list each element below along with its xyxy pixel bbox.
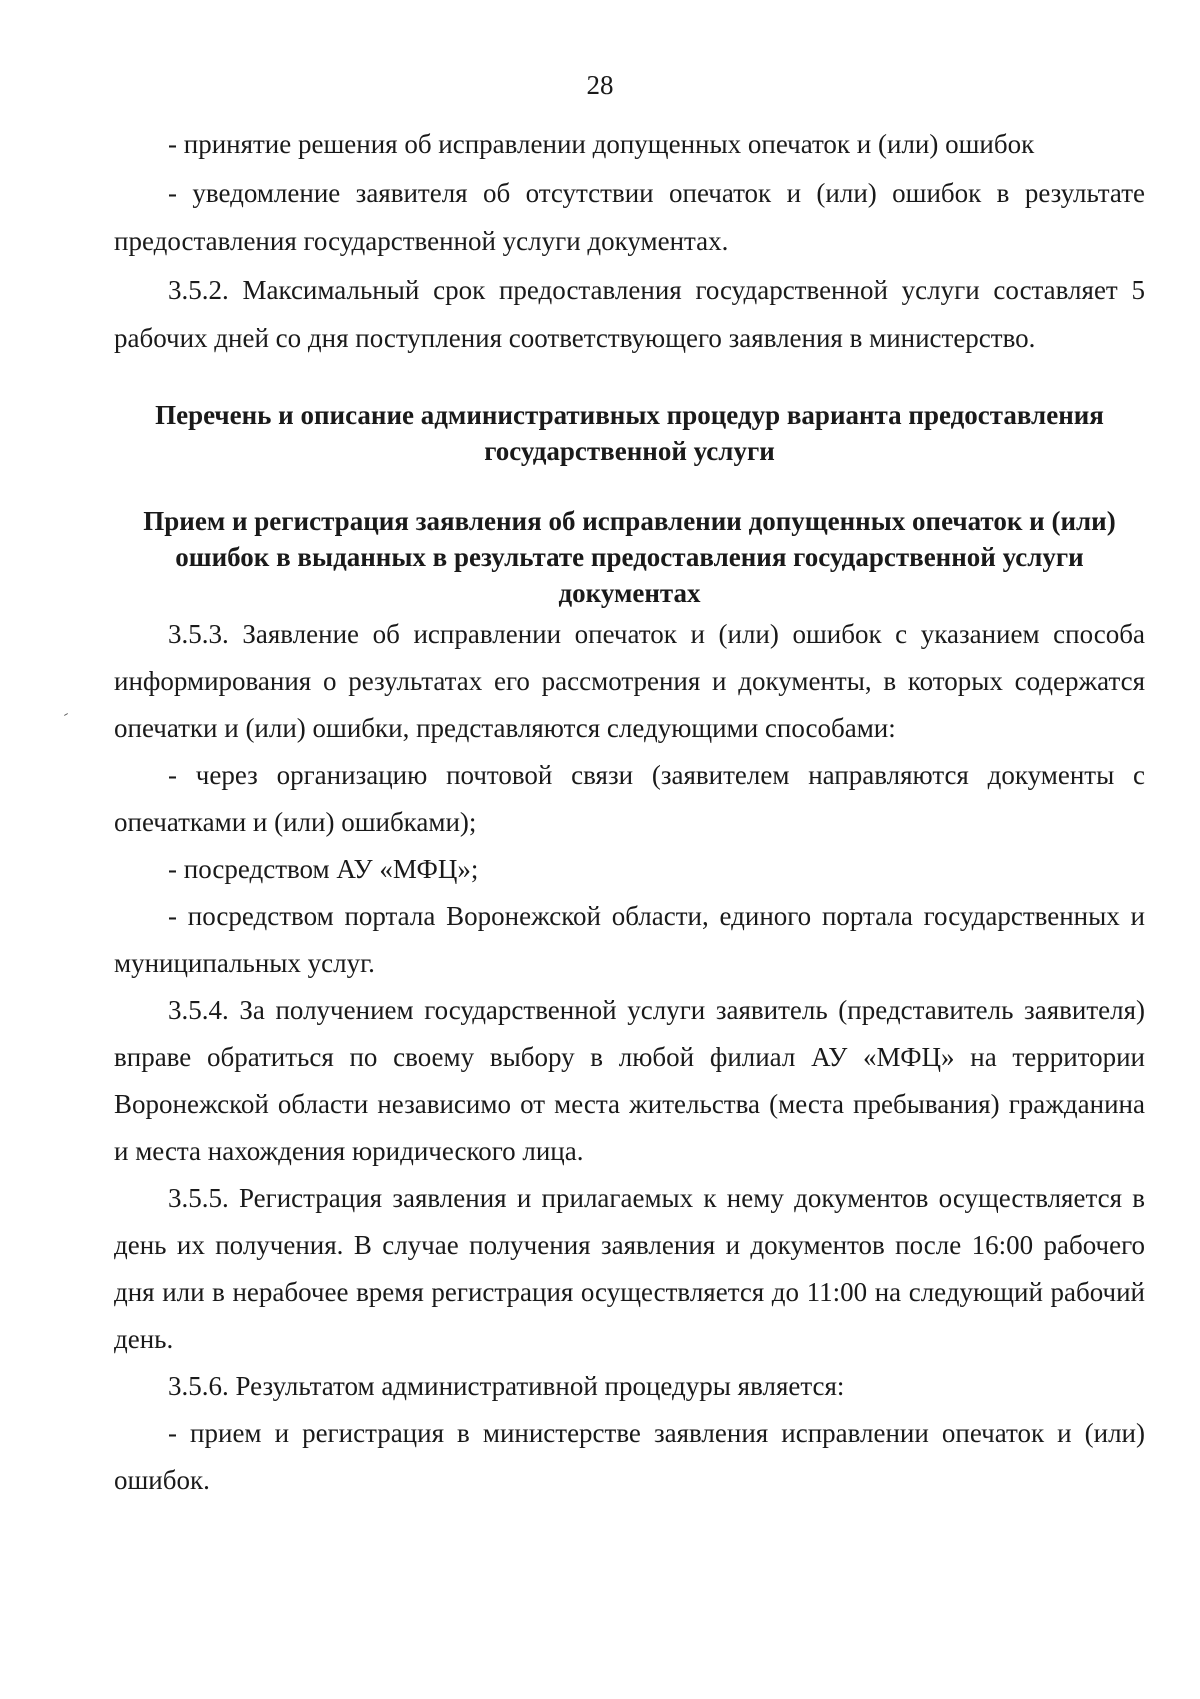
paragraph-3-5-6: 3.5.6. Результатом административной процедуры является: [168, 1370, 845, 1401]
spacer [114, 469, 1145, 503]
paragraph-mfc: - посредством АУ «МФЦ»; [168, 853, 479, 884]
page-number: 28 [586, 70, 614, 100]
stray-mark [64, 713, 68, 716]
paragraph-3-5-5: 3.5.5. Регистрация заявления и прилагаемых к нему документов осуществляется в день их получения. В случае получения заявления и документов после 16:00 рабочего дня или в нерабочее время регистрация осуществляется до 11:00 на следующий рабочий день. [114, 1182, 1145, 1354]
paragraph-decision: - принятие решения об исправлении допущенных опечаток и (или) ошибок [168, 129, 1035, 159]
section-heading-procedures: Перечень и описание административных процедур варианта предоставления государственной услуги [155, 399, 1104, 466]
section-heading-reception: Прием и регистрация заявления об исправлении допущенных опечаток и (или) ошибок в выданных в результате предоставления государственной услуги документах [143, 505, 1116, 608]
paragraph-notification: - уведомление заявителя об отсутствии опечаток и (или) ошибок в результате предоставления государственной услуги документах. [114, 177, 1145, 256]
document-body [114, 120, 1145, 1504]
paragraph-3-5-4: 3.5.4. За получением государственной услуги заявитель (представитель заявителя) вправе обратиться по своему выбору в любой филиал АУ «МФЦ» на территории Воронежской области независимо от места жительства (места пребывания) гражданина и места нахождения юридического лица. [114, 994, 1145, 1166]
paragraph-portal: - посредством портала Воронежской области, единого портала государственных и муниципальных услуг. [114, 900, 1145, 978]
paragraph-result: - прием и регистрация в министерстве заявления исправлении опечаток и (или) ошибок. [114, 1417, 1145, 1495]
paragraph-3-5-2: 3.5.2. Максимальный срок предоставления государственной услуги составляет 5 рабочих дней со дня поступления соответствующего заявления в министерство. [114, 274, 1145, 353]
paragraph-postal: - через организацию почтовой связи (заявителем направляются документы с опечатками и (или) ошибками); [114, 759, 1145, 837]
spacer [114, 363, 1145, 397]
paragraph-3-5-3: 3.5.3. Заявление об исправлении опечаток и (или) ошибок с указанием способа информирования о результатах его рассмотрения и документы, в которых содержатся опечатки и (или) ошибки, представляются следующими способами: [114, 618, 1145, 743]
